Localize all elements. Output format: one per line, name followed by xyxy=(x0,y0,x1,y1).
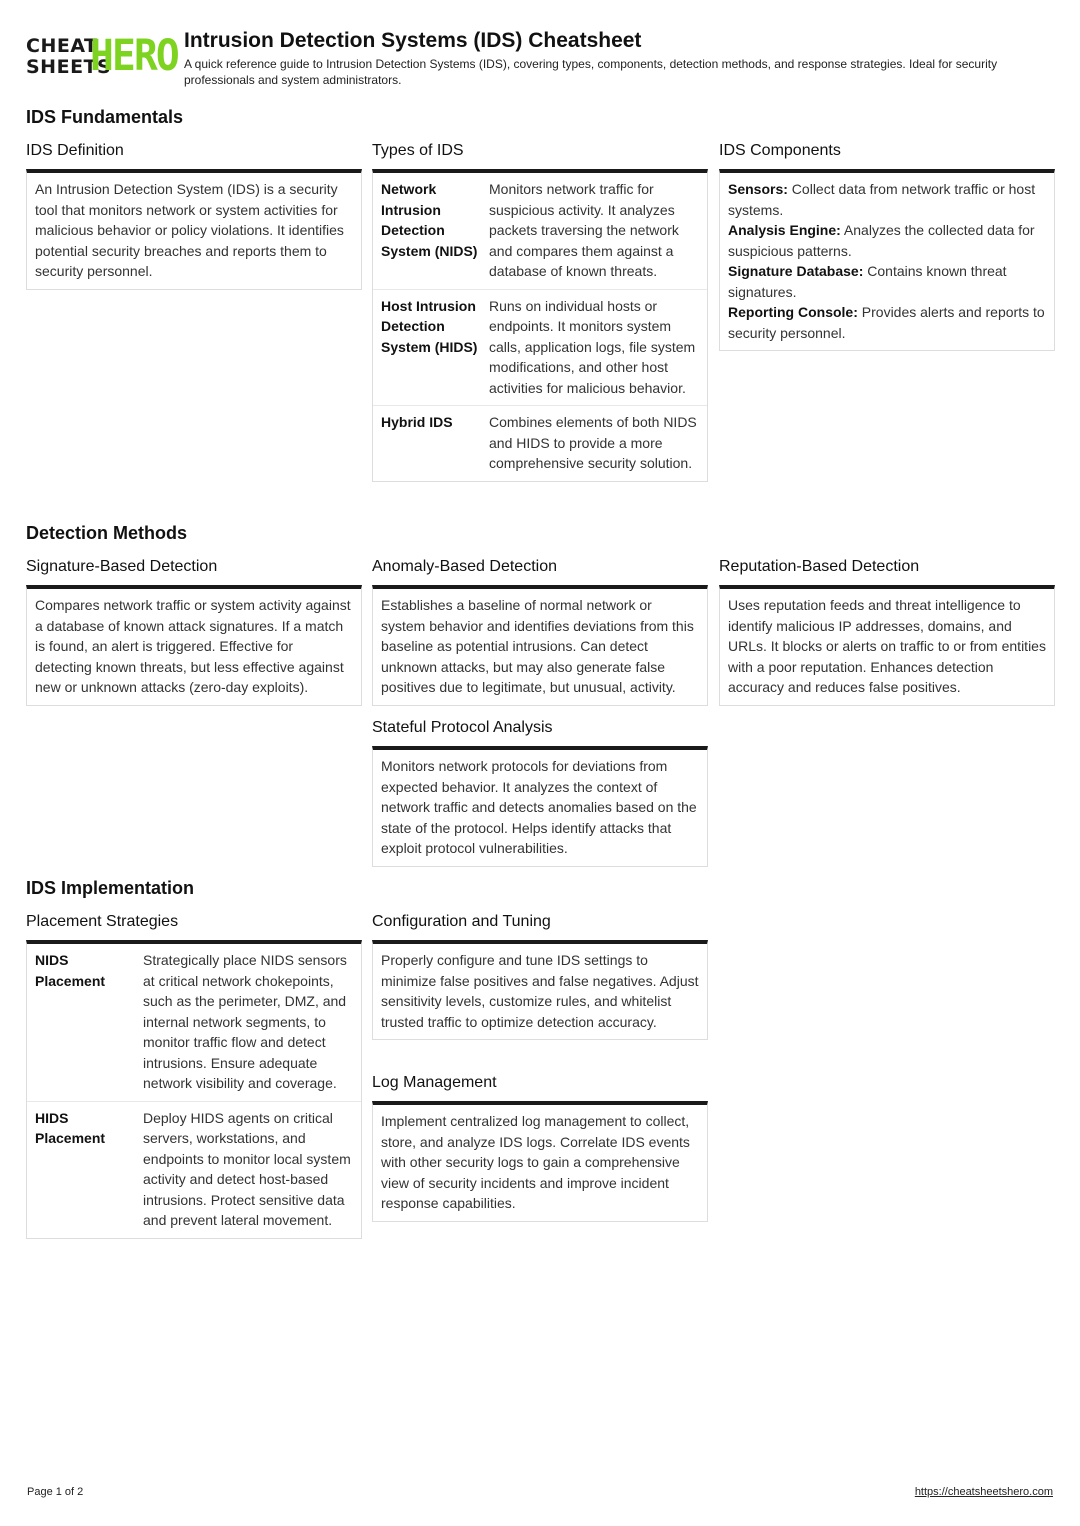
card-text: Establishes a baseline of normal network or system behavior and identifies deviations from this baseline as potential intrusions. Can detect unknown attacks, but may also generate false positives due to legitimate, but unusual, activity. xyxy=(381,597,694,695)
card-title: IDS Definition xyxy=(26,142,124,159)
card-text: An Intrusion Detection System (IDS) is a security tool that monitors network or system activities for malicious behavior or policy violations. It identifies potential security breaches and reports them to security personnel. xyxy=(35,181,344,279)
row-value: Deploy HIDS agents on critical servers, workstations, and endpoints to monitor local system activity and detect host-based intrusions. Protect sensitive data and prevent lateral movement. xyxy=(143,1109,351,1228)
row-key: HIDS Placement xyxy=(35,1109,106,1146)
logo-text-sheets: SHEETS xyxy=(26,56,112,78)
section-title-detection: Detection Methods xyxy=(26,523,188,543)
card-text: Uses reputation feeds and threat intelligence to identify malicious IP addresses, domains, and URLs. It blocks or alerts on traffic to or from entities with a poor reputation. Enhances detection accuracy and reduces false positives. xyxy=(728,597,1046,695)
list-item xyxy=(728,261,1046,302)
section-title-fundamentals: IDS Fundamentals xyxy=(26,107,184,127)
row-value: Combines elements of both NIDS and HIDS to provide a more comprehensive security solution. xyxy=(489,414,697,471)
page-title: Intrusion Detection Systems (IDS) Cheatsheet xyxy=(184,29,642,52)
table-row xyxy=(373,290,707,407)
table-row xyxy=(373,173,707,290)
row-value: Monitors network traffic for suspicious activity. It analyzes packets traversing the network and compares them against a database of known threats. xyxy=(489,181,679,279)
card-anomaly-detection xyxy=(372,557,708,706)
cheatsheetshero-logo[interactable] xyxy=(26,31,178,81)
item-label: Reporting Console: xyxy=(728,304,858,320)
card-log-management xyxy=(372,1073,708,1222)
table-row xyxy=(373,406,707,481)
list-item xyxy=(728,220,1046,261)
row-key: Network Intrusion Detection System (NIDS) xyxy=(381,181,478,259)
row-key: NIDS Placement xyxy=(35,952,106,989)
row-value: Runs on individual hosts or endpoints. It monitors system calls, application logs, file system modifications, and other host activities for malicious behavior. xyxy=(489,297,696,396)
card-text: Properly configure and tune IDS settings to minimize false positives and false negatives. Adjust sensitivity levels, customize rules, and whitelist trusted traffic to optimize detection accuracy. xyxy=(381,952,699,1030)
row-value: Strategically place NIDS sensors at critical network chokepoints, such as the perimeter, DMZ, and internal network segments, to monitor traffic flow and detect intrusions. Ensure adequate network visibility and coverage. xyxy=(143,952,347,1091)
list-item xyxy=(728,179,1046,220)
item-label: Sensors: xyxy=(728,181,788,197)
table-row xyxy=(27,1102,361,1238)
table-row xyxy=(27,944,361,1102)
card-ids-components xyxy=(719,141,1055,351)
item-text: Analyzes the collected data for suspicious patterns. xyxy=(728,222,1035,259)
section-title-implementation: IDS Implementation xyxy=(26,878,195,898)
logo-text-hero: HERO xyxy=(90,31,178,81)
row-key: Hybrid IDS xyxy=(381,414,453,430)
item-label: Signature Database: xyxy=(728,263,864,279)
card-signature-detection xyxy=(26,557,362,706)
list-item xyxy=(728,302,1046,343)
card-title: Reputation-Based Detection xyxy=(719,558,920,575)
item-text: Collect data from network traffic or host systems. xyxy=(728,181,1036,218)
card-placement-strategies xyxy=(26,912,362,1239)
card-title: Signature-Based Detection xyxy=(26,558,218,575)
card-text: Implement centralized log management to collect, store, and analyze IDS logs. Correlate IDS events with other security logs to gain a comprehensive view of security incidents and improve incident response capabilities. xyxy=(381,1113,690,1211)
card-title: Configuration and Tuning xyxy=(372,913,551,930)
page-number: Page 1 of 2 xyxy=(27,1486,84,1498)
item-label: Analysis Engine: xyxy=(728,222,841,238)
card-title: Types of IDS xyxy=(372,142,464,159)
card-text: Monitors network protocols for deviations from expected behavior. It analyzes the context of network traffic and detects anomalies based on the state of the protocol. Helps identify attacks that exploit protocol vulnerabilities. xyxy=(381,758,697,856)
card-text: Compares network traffic or system activity against a database of known attack signatures. If a match is found, an alert is triggered. Effective for detecting known threats, but less effective against new or unknown attacks (zero-day exploits). xyxy=(35,597,351,695)
card-title: Log Management xyxy=(372,1074,497,1091)
card-stateful-protocol-analysis xyxy=(372,718,708,867)
card-types-of-ids xyxy=(372,141,708,482)
item-text: Contains known threat signatures. xyxy=(728,263,1007,300)
logo-text-cheat: CHEAT xyxy=(26,35,98,57)
card-title: IDS Components xyxy=(719,142,841,159)
card-ids-definition xyxy=(26,141,362,290)
site-link[interactable]: https://cheatsheetshero.com xyxy=(914,1486,1053,1498)
card-title: Placement Strategies xyxy=(26,913,179,930)
card-title: Stateful Protocol Analysis xyxy=(372,719,553,736)
row-key: Host Intrusion Detection System (HIDS) xyxy=(381,297,478,355)
card-reputation-detection xyxy=(719,557,1055,706)
card-title: Anomaly-Based Detection xyxy=(372,558,557,575)
page-header xyxy=(26,28,1056,90)
page-description: A quick reference guide to Intrusion Detection Systems (IDS), covering types, components, detection methods, and response strategies. Ideal for security professionals and system administrators. xyxy=(184,57,998,87)
card-configuration-tuning xyxy=(372,912,708,1040)
item-text: Provides alerts and reports to security personnel. xyxy=(728,304,1045,341)
